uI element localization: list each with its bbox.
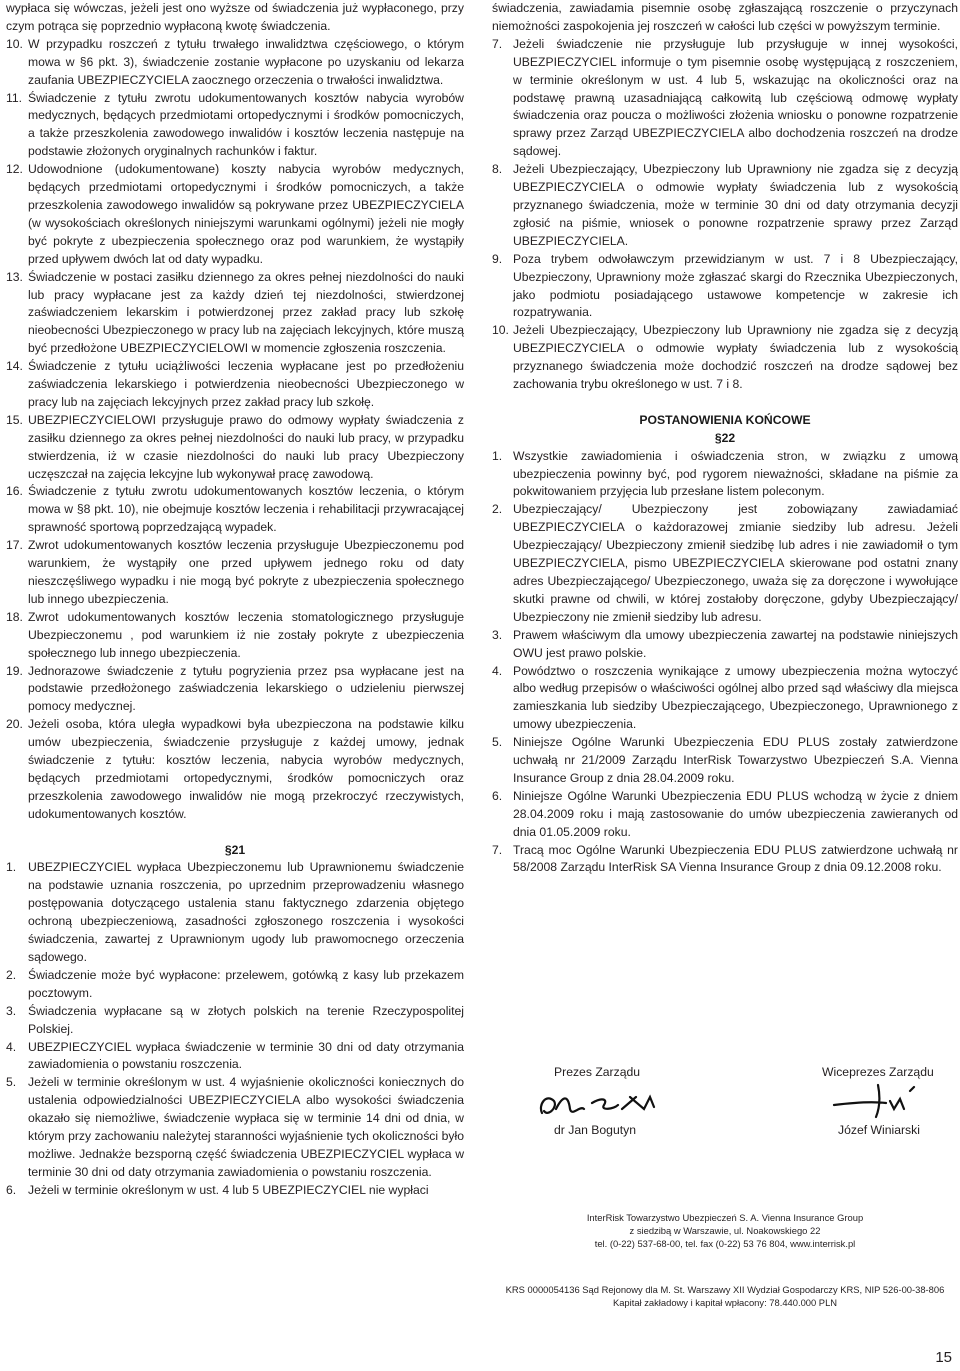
list-item [492, 842, 958, 878]
item-text: Jeżeli osoba, która uległa wypadkowi była ubezpieczona na podstawie kilku umów ubezpieczenia, świadczenie przysługuje z każdej umowy, jednak świadczenie z tytułu: kosztów leczenia, nabycia wyrobów medycznych, będących przedmiotami ortopedycznymi, środków pomocniczych oraz przeszkolenia zawodowego inwalidów nie mogą przekroczyć rzeczywistych, udokumentowanych kosztów. [28, 717, 464, 821]
item-number: 5. [492, 735, 503, 750]
item-text: Poza trybem odwoławczym przewidzianym w ust. 7 i 8 Ubezpieczający, Ubezpieczony, Uprawniony może zgłaszać skargi do Rzecznika Ubezpieczonych, jako podmiotu posiadającego ustawowe kompetencje w zakresie ich rozpatrywania. [513, 251, 958, 320]
president-signature-image [532, 1083, 692, 1125]
list-item [6, 161, 464, 268]
item-text: UBEZPIECZYCIELOWI przysługuje prawo do odmowy wypłaty świadczenia z zasiłku dziennego za okres pełnej niezdolności do nauki lub pracy, w przypadku stwierdzenia, iż w czasie niezdolności do nauki lub pracy Ubezpieczony uczęszczał na zajęcia lekcyjne lub wykonywał pracę zawodową. [28, 412, 464, 481]
item-text: Jeżeli w terminie określonym w ust. 4 lub 5 UBEZPIECZYCIEL nie wypłaci [28, 1182, 429, 1197]
item-text: Jeżeli Ubezpieczający, Ubezpieczony lub Uprawniony nie zgadza się z decyzją UBEZPIECZYCIELA o odmowie wypłaty świadczenia lub z wysokością przyznanego świadczenia może dochodzić roszczeń na drodze sądowej bez zachowania trybu określonego w ust. 7 i 8. [513, 323, 958, 392]
item-text: Jeżeli Ubezpieczający, Ubezpieczony lub Uprawniony nie zgadza się z decyzją UBEZPIECZYCIELA o odmowie wypłaty świadczenia lub z wysokością przyznanego świadczenia, może w terminie 30 dni od daty otrzymania decyzji zgłosić na piśmie, wniosek o ponowne rozpatrzenie sprawy przez Zarząd UBEZPIECZYCIELA. [513, 162, 958, 248]
item-text: Świadczenie w postaci zasiłku dziennego za okres pełnej niezdolności do nauki lub pracy wypłacane jest za każdy dzień tej niezdolności, stwierdzonej zaświadczeniem lekarskim i potwierdzonej przez zakład pracy lub szkołę nieobecności Ubezpieczonego w pracy lub na zajęciach lekcyjnych, które muszą być przedłożone UBEZPIECZYCIELOWI w momencie zgłoszenia roszczenia. [28, 269, 464, 356]
item-number: 15. [6, 412, 23, 427]
item-number: 17. [6, 538, 23, 553]
item-number: 9. [492, 251, 503, 266]
item-number: 6. [6, 1182, 17, 1197]
item-text: UBEZPIECZYCIEL wypłaca Ubezpieczonemu lub Uprawnionemu świadczenie na podstawie uznania roszczenia, po uprzednim przeprowadzeniu własnego postępowania dotyczącego ustalenia stanu faktycznego zdarzenia objętego ochroną ubezpieczeniową, zasadności zgłoszonego roszczenia i wysokości świadczenia, zawartej z Uprawnionym ugody lub prawomocnego orzeczenia sądowego. [28, 860, 464, 965]
section-title: POSTANOWIENIA KOŃCOWE [639, 412, 811, 427]
list-items-21 [6, 859, 464, 1199]
list-item [6, 36, 464, 90]
item-text: Ubezpieczający/ Ubezpieczony jest zobowiązany zawiadamiać UBEZPIECZYCIELA o każdorazowej zmianie siedziby lub adresu. Jeżeli Ubezpieczający/ Ubezpieczony zmienił siedzibę lub adres i nie zawiadomił o tym UBEZPIECZYCIELA, pismo UBEZPIECZYCIELA skierowane pod ostatni znany adres Ubezpieczającego/ Ubezpieczonego, uważa się za doręczone i wywołujące skutki prawne od chwili, w której zostałoby doręczone, gdyby Ubezpieczający/ Ubezpieczony nie zmienił siedziby lub adresu. [513, 502, 958, 624]
list-item [6, 1074, 464, 1181]
item-number: 6. [492, 788, 503, 803]
list-item [6, 90, 464, 162]
item-text: Wszystkie zawiadomienia i oświadczenia stron, w związku z umową ubezpieczenia powinny być, pod rygorem nieważności, składane na piśmie za pokwitowaniem przyjęcia lub przesłane listem poleconym. [513, 448, 958, 499]
item-number: 4. [6, 1039, 17, 1054]
list-items-21b [492, 36, 958, 394]
item-text: W przypadku roszczeń z tytułu trwałego inwalidztwa częściowego, o którym mowa w §6 pkt. 3), świadczenie zostanie wypłacone po uzyskaniu od lekarza zaufania UBEZPIECZYCIELA zaocznego orzeczenia o trwałości inwalidztwa. [28, 36, 464, 87]
item-number: 3. [492, 627, 503, 642]
item-text: Świadczenie z tytułu zwrotu udokumentowanych kosztów leczenia, o którym mowa w §8 pkt. 10), nie obejmuje kosztów leczenia i rehabilitacji przywracającej sprawność sportową poprzedzającą wypadek. [28, 484, 464, 535]
capital-info: Kapitał zakładowy i kapitał wpłacony: 78.440.000 PLN [612, 1297, 838, 1308]
list-item [6, 358, 464, 412]
item-number: 10. [6, 36, 23, 51]
list-item [6, 269, 464, 359]
paragraph-continuation-right: świadczenia, zawiadamia pisemnie osobę zgłaszającą roszczenie o przyczynach niemożności zaspokojenia jej roszczeń w całości lub części w powyższym terminie. [492, 1, 958, 33]
company-address: z siedzibą w Warszawie, ul. Noakowskiego 22 [629, 1225, 821, 1236]
company-contact: tel. (0-22) 537-68-00, tel. fax (0-22) 53 76 804, www.interrisk.pl [594, 1238, 856, 1249]
item-number: 1. [6, 860, 17, 875]
item-text: Świadczenie może być wypłacone: przelewem, gotówką z kasy lub przekazem pocztowym. [28, 967, 464, 1000]
item-number: 7. [492, 36, 503, 51]
item-text: Zwrot udokumentowanych kosztów leczenia stomatologicznego przysługuje Ubezpieczonemu , pod warunkiem iż nie zostały pokryte z ubezpieczenia społecznego lub innego ubezpieczenia. [28, 609, 464, 660]
list-item [492, 36, 958, 161]
item-number: 11. [6, 90, 23, 105]
item-number: 2. [6, 967, 17, 982]
item-number: 13. [6, 269, 23, 284]
list-item [6, 412, 464, 484]
list-item [492, 663, 958, 735]
item-text: Udowodnione (udokumentowane) koszty nabycia wyrobów medycznych, będących przedmiotami ortopedycznymi i środków pomocniczych, a także przeszkolenia zawodowego inwalidów są pokrywane przez UBEZPIECZYCIELA (w wysokościach określonych niniejszymi warunkami ogólnymi) jeżeli nie mogły być pokryte z ubezpieczenia społecznego oraz pod warunkiem, że wystąpiły przed upływem dwóch lat od daty wypadku. [28, 162, 464, 266]
item-number: 20. [6, 717, 23, 732]
list-item [6, 609, 464, 663]
spacer [492, 394, 958, 412]
vice-president-title: Wiceprezes Zarządu [822, 1065, 934, 1079]
list-item [492, 322, 958, 394]
item-text: Świadczenie z tytułu uciążliwości leczenia wypłacane jest po przedłożeniu zaświadczenia lekarskiego i potwierdzenia nieobecności Ubezpieczonego w pracy lub na zajęciach lekcyjnych przez zakład pracy lub szkołę. [28, 359, 464, 409]
company-registration [492, 1283, 958, 1309]
list-item [492, 251, 958, 323]
item-number: 8. [492, 162, 503, 177]
item-text: Zwrot udokumentowanych kosztów leczenia przysługuje Ubezpieczonemu pod warunkiem, że wystąpiły one przed upływem jednego roku od daty nieszczęśliwego wypadku i nie mogą być pokryte z ubezpieczenia społecznego lub innego ubezpieczenia. [28, 538, 464, 606]
list-item [6, 483, 464, 537]
list-item [492, 734, 958, 788]
item-number: 18. [6, 609, 23, 624]
item-text: UBEZPIECZYCIEL wypłaca świadczenie w terminie 30 dni od daty otrzymania zawiadomienia o powstaniu roszczenia. [28, 1039, 464, 1072]
item-number: 19. [6, 663, 23, 678]
section-heading-22: §22 [714, 430, 736, 445]
item-text: Powództwo o roszczenia wynikające z umowy ubezpieczenia można wytoczyć albo według przepisów o właściwości ogólnej albo przed sąd właściwy dla miejsca zamieszkania lub siedziby Ubezpieczającego, Ubezpieczonego, Uprawnionego z umowy ubezpieczenia. [513, 663, 958, 732]
item-text: Niniejsze Ogólne Warunki Ubezpieczenia EDU PLUS wchodzą w życie z dniem 28.04.2009 roku i mają zastosowanie do umów ubezpieczenia zawieranych od dnia 01.05.2009 roku. [513, 788, 958, 839]
item-number: 3. [6, 1003, 17, 1018]
item-text: Niniejsze Ogólne Warunki Ubezpieczenia EDU PLUS zostały zatwierdzone uchwałą nr 21/2009 Zarządu InterRisk Towarzystwo Ubezpieczeń S.A. Vienna Insurance Group z dnia 28.04.2009 roku. [513, 735, 958, 785]
item-text: Jednorazowe świadczenie z tytułu pogryzienia przez psa wypłacane jest na podstawie przedłożonego zaświadczenia lekarskiego o udzieleniu pierwszej pomocy medycznej. [28, 663, 464, 714]
item-number: 7. [492, 842, 503, 857]
list-item [6, 859, 464, 966]
right-column [492, 0, 958, 877]
list-item [492, 501, 958, 626]
item-number: 16. [6, 484, 23, 499]
list-item [6, 967, 464, 1003]
president-title: Prezes Zarządu [554, 1065, 641, 1079]
list-item [6, 716, 464, 823]
item-number: 5. [6, 1075, 17, 1090]
item-number: 2. [492, 502, 503, 517]
list-item [6, 537, 464, 609]
list-item [492, 627, 958, 663]
item-text: Prawem właściwym dla umowy ubezpieczenia zawartej na podstawie niniejszych OWU jest prawo polskie. [513, 627, 958, 660]
list-item [6, 1039, 464, 1075]
list-item [492, 448, 958, 502]
paragraph-continuation: wypłaca się wówczas, jeżeli jest ono wyższe od świadczenia już wypłaconego, przy czym potrąca się poprzednio wypłaconą kwotę świadczenia. [6, 1, 464, 33]
list-items-20 [6, 36, 464, 824]
vice-president-name: Józef Winiarski [838, 1123, 920, 1137]
vice-president-signature-image [830, 1081, 950, 1123]
list-item [6, 663, 464, 717]
page-number: 15 [935, 1349, 952, 1366]
signature-block [492, 1065, 958, 1155]
spacer [6, 824, 464, 842]
item-number: 4. [492, 663, 503, 678]
list-item [492, 161, 958, 251]
list-items-22 [492, 448, 958, 878]
item-text: Świadczenia wypłacane są w złotych polskich na terenie Rzeczypospolitej Polskiej. [28, 1003, 464, 1036]
president-name: dr Jan Bogutyn [554, 1123, 636, 1137]
item-number: 1. [492, 448, 503, 463]
item-number: 10. [492, 323, 509, 338]
registration-info: KRS 0000054136 Sąd Rejonowy dla M. St. Warszawy XII Wydział Gospodarczy KRS, NIP 526-00-38-806 [505, 1284, 945, 1295]
section-heading-21: §21 [224, 842, 246, 857]
left-column [6, 0, 464, 1200]
item-number: 14. [6, 359, 23, 374]
item-text: Tracą moc Ogólne Warunki Ubezpieczenia EDU PLUS zatwierdzone uchwałą nr 58/2008 Zarządu InterRisk SA Vienna Insurance Group z dnia 09.12.2008 roku. [513, 842, 958, 875]
list-item [6, 1182, 464, 1200]
item-text: Jeżeli w terminie określonym w ust. 4 wyjaśnienie okoliczności koniecznych do ustalenia odpowiedzialności UBEZPIECZYCIELA albo wysokości świadczenia okazało się niemożliwe, świadczenie wypłaca się w terminie 14 dni od dnia, w którym przy zachowaniu należytej staranności wyjaśnienie tych okoliczności było możliwe. Jednakże bezsporną część świadczenia UBEZPIECZYCIEL wypłaca w terminie 30 dni od daty otrzymania zawiadomienia o powstaniu roszczenia. [28, 1075, 464, 1179]
list-item [6, 1003, 464, 1039]
list-item [492, 788, 958, 842]
item-number: 12. [6, 162, 23, 177]
company-info [492, 1211, 958, 1250]
item-text: Świadczenie z tytułu zwrotu udokumentowanych kosztów nabycia wyrobów medycznych, będących przedmiotami ortopedycznymi i środków pomocniczych, a także przeszkolenia zawodowego inwalidów i kosztów leczenia następuje na podstawie złożonych oryginalnych rachunków i faktur. [28, 90, 464, 159]
company-name: InterRisk Towarzystwo Ubezpieczeń S. A. Vienna Insurance Group [586, 1212, 864, 1223]
item-text: Jeżeli świadczenie nie przysługuje lub przysługuje w innej wysokości, UBEZPIECZYCIEL informuje o tym pisemnie osobę występującą z roszczeniem, w terminie określonym w ust. 4 lub 5, wskazując na okoliczności oraz na podstawę prawną uzasadniającą całkowitą lub częściową odmowę wypłaty świadczenia oraz poucza o możliwości złożenia wniosku o ponowne rozpatrzenie sprawy przez Zarząd UBEZPIECZYCIELA albo dochodzenia roszczeń na drodze sądowej. [513, 36, 958, 159]
